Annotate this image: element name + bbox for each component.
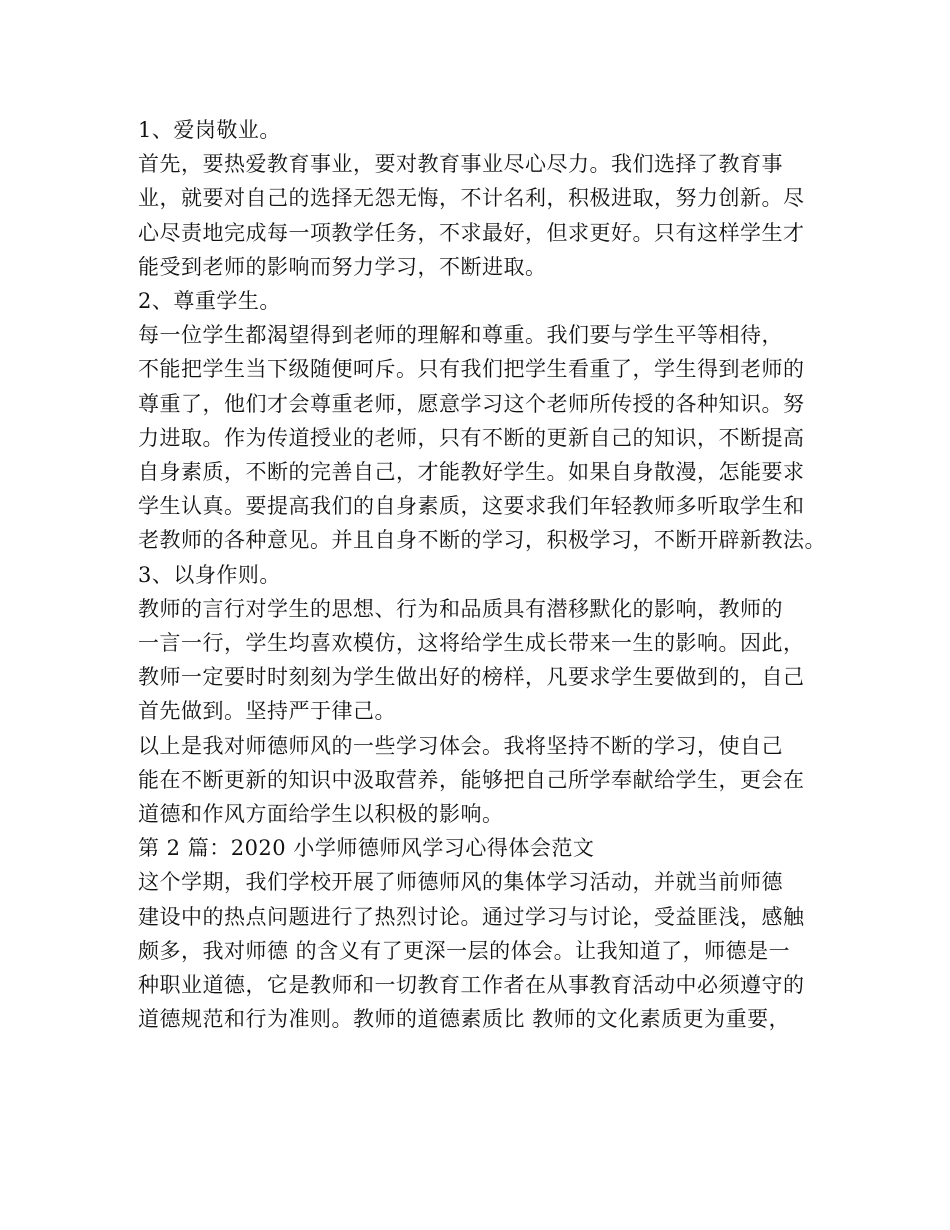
text-line: 力进取。作为传道授业的老师，只有不断的更新自己的知识，不断提高: [138, 425, 805, 450]
text-line: 心尽责地完成每一项教学任务，不求最好，但求更好。只有这样学生才: [138, 220, 805, 245]
text-line: 建设中的热点问题进行了热烈讨论。通过学习与讨论，受益匪浅，感触: [138, 904, 805, 929]
text-line: 业，就要对自己的选择无怨无悔，不计名利，积极进取，努力创新。尽: [138, 186, 805, 211]
text-line: 3、以身作则。: [138, 562, 281, 587]
text-line: 第 2 篇：2020 小学师德师风学习心得体会范文: [138, 836, 595, 861]
text-line: 教师一定要时时刻刻为学生做出好的榜样，凡要求学生要做到的，自己: [138, 665, 805, 690]
text-line: 1、爱岗敬业。: [138, 118, 281, 142]
text-line: 尊重了，他们才会尊重老师，愿意学习这个老师所传授的各种知识。努: [138, 391, 805, 416]
text-line: 能受到老师的影响而努力学习，不断进取。: [138, 254, 547, 279]
text-line: 首先做到。坚持严于律己。: [138, 699, 396, 724]
text-line: 道德和作风方面给学生以积极的影响。: [138, 802, 504, 826]
text-line: 每一位学生都渴望得到老师的理解和尊重。我们要与学生平等相待，: [138, 323, 783, 348]
text-line: 学生认真。要提高我们的自身素质，这要求我们年轻教师多听取学生和: [138, 494, 805, 519]
text-line: 首先，要热爱教育事业，要对教育事业尽心尽力。我们选择了教育事: [138, 152, 783, 177]
text-line: 以上是我对师德师风的一些学习体会。我将坚持不断的学习，使自己: [138, 733, 783, 758]
text-line: 道德规范和行为准则。教师的道德素质比 教师的文化素质更为重要，: [138, 1007, 791, 1032]
text-line: 教师的言行对学生的思想、行为和品质具有潜移默化的影响，教师的: [138, 596, 783, 621]
text-line: 2、尊重学生。: [138, 289, 281, 313]
text-line: 自身素质，不断的完善自己，才能教好学生。如果自身散漫，怎能要求: [138, 460, 805, 484]
text-line: 老教师的各种意见。并且自身不断的学习，积极学习，不断开辟新教法。: [138, 528, 826, 553]
text-line: 种职业道德，它是教师和一切教育工作者在从事教育活动中必须遵守的: [138, 973, 805, 997]
text-line: 一言一行，学生均喜欢模仿，这将给学生成长带来一生的影响。因此，: [138, 631, 805, 655]
text-line: 这个学期，我们学校开展了师德师风的集体学习活动，并就当前师德: [138, 870, 783, 895]
text-line: 能在不断更新的知识中汲取营养，能够把自己所学奉献给学生，更会在: [138, 767, 805, 792]
text-line: 不能把学生当下级随便呵斥。只有我们把学生看重了，学生得到老师的: [138, 357, 805, 382]
text-line: 颇多，我对师德 的含义有了更深一层的体会。让我知道了，师德是一: [138, 938, 791, 963]
